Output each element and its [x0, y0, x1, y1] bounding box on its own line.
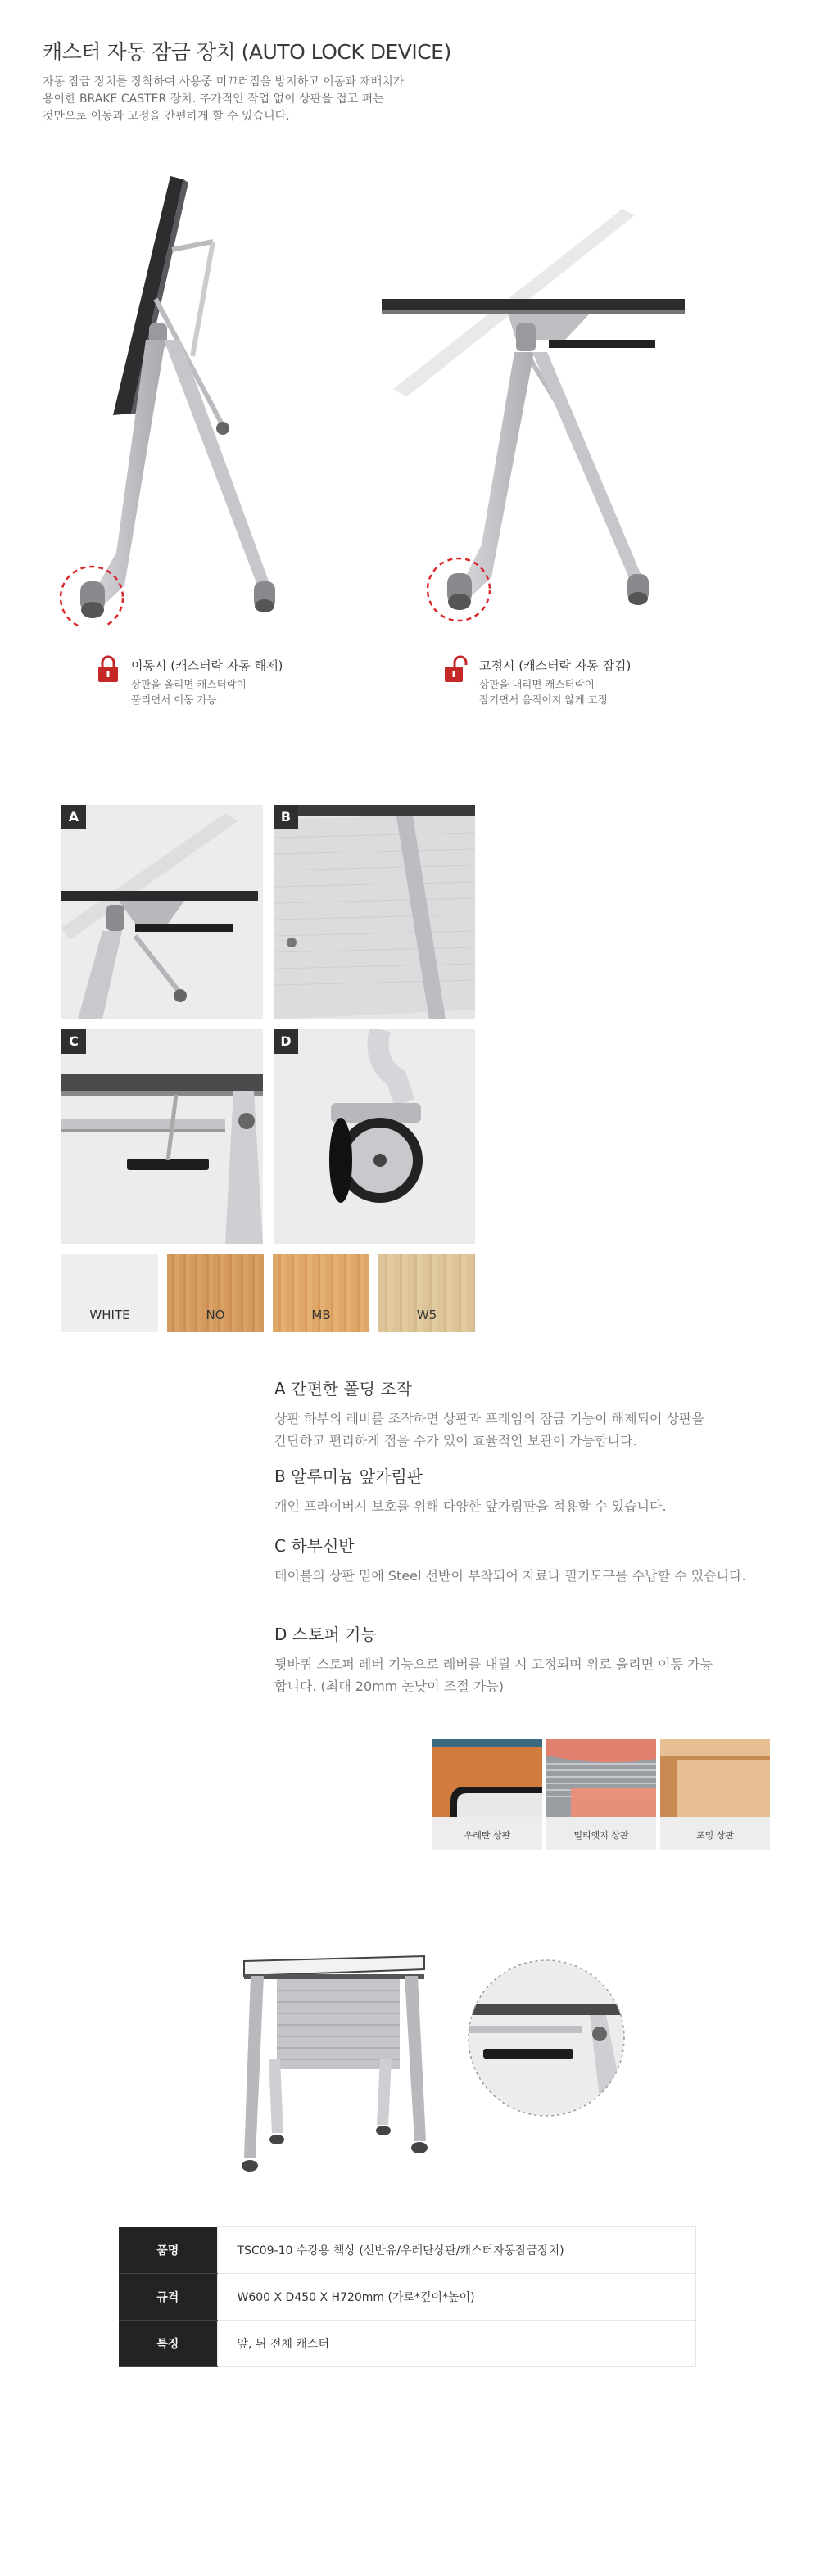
intro-text: [43, 74, 428, 125]
top-type-label: 우레탄 상판: [464, 1830, 511, 1841]
folded-table-image: [49, 168, 344, 626]
detail-photo-c: [61, 1029, 263, 1244]
swatch-label: NO: [206, 1308, 225, 1322]
unlocked-icon: [97, 655, 120, 683]
section-title: 캐스터 자동 잠금 장치 (AUTO LOCK DEVICE): [43, 40, 451, 64]
product-table-image: [220, 1937, 441, 2190]
desc-line: 상판을 올리면 캐스터락이: [131, 678, 247, 690]
color-swatch-no: [167, 1254, 264, 1332]
top-type-foaming: [660, 1739, 770, 1850]
top-type-urethane: [432, 1739, 542, 1850]
spec-key: 특징: [119, 2321, 217, 2367]
desc-line: 개인 프라이버시 보호를 위해 다양한 앞가림판을 적용할 수 있습니다.: [274, 1498, 667, 1514]
desc-line: 상판 하부의 레버를 조작하면 상판과 프레임의 잠금 기능이 해제되어 상판을: [274, 1411, 704, 1426]
spec-value: W600 X D450 X H720mm (가로*깊이*높이): [217, 2274, 696, 2321]
feature-desc: [274, 1565, 770, 1587]
detail-photo-b: [274, 805, 475, 1019]
desc-line: 잠기면서 움직이지 않게 고정: [479, 694, 608, 706]
lock-state-title: 이동시 (캐스터락 자동 해제): [131, 658, 283, 673]
photo-badge: D: [274, 1029, 298, 1054]
intro-line: 것만으로 이동과 고정을 간편하게 할 수 있습니다.: [43, 110, 290, 123]
shelf-detail-circle-image: [467, 1959, 627, 2118]
intro-line: 자동 잠금 장치를 장착하여 사용중 미끄러짐을 방지하고 이동과 재배치가: [43, 75, 405, 88]
photo-badge: B: [274, 805, 298, 829]
spec-row: [119, 2274, 696, 2321]
desc-line: 간단하고 편리하게 접을 수가 있어 효율적인 보관이 가능합니다.: [274, 1433, 637, 1448]
swatch-label: WHITE: [89, 1308, 130, 1322]
color-swatch-mb: [273, 1254, 369, 1332]
swatch-label: MB: [311, 1308, 331, 1322]
multiedge-top-image: [546, 1739, 656, 1817]
spec-row: [119, 2321, 696, 2367]
lock-state-title: 고정시 (캐스터락 자동 잠김): [479, 658, 632, 673]
lock-state-fixed: [445, 655, 690, 712]
locked-icon: [445, 655, 468, 683]
lock-state-desc: [479, 676, 608, 707]
lower-shelf-image: [61, 1029, 263, 1244]
stopper-caster-image: [274, 1029, 475, 1244]
spec-value: TSC09-10 수강용 책상 (선반유/우레탄상판/캐스터자동잠금장치): [217, 2227, 696, 2274]
feature-b: [274, 1463, 770, 1517]
folding-mechanism-image: [61, 805, 263, 1019]
photo-badge: C: [61, 1029, 86, 1054]
feature-d: [274, 1621, 770, 1697]
foaming-top-image: [660, 1739, 770, 1817]
spec-row: [119, 2227, 696, 2274]
feature-desc: [274, 1408, 770, 1452]
spec-key: 규격: [119, 2274, 217, 2321]
modesty-panel-image: [274, 805, 475, 1019]
desc-line: 풀리면서 이동 가능: [131, 694, 217, 706]
spec-key: 품명: [119, 2227, 217, 2274]
desc-line: 상판을 내리면 캐스터락이: [479, 678, 595, 690]
feature-title: C 하부선반: [274, 1536, 355, 1556]
top-type-label: 포밍 상판: [695, 1830, 734, 1841]
detail-photo-a: [61, 805, 263, 1019]
feature-a: [274, 1376, 770, 1452]
desc-line: 합니다. (최대 20mm 높낮이 조절 가능): [274, 1679, 505, 1694]
feature-title: A 간편한 폴딩 조작: [274, 1379, 412, 1399]
feature-title: B 알루미늄 앞가림판: [274, 1467, 423, 1486]
feature-c: [274, 1533, 770, 1587]
spec-table: [119, 2226, 696, 2367]
unfolded-table-image: [377, 192, 704, 626]
feature-title: D 스토퍼 기능: [274, 1625, 377, 1644]
urethane-top-image: [432, 1739, 542, 1817]
feature-desc: [274, 1653, 770, 1697]
top-type-multiedge: [546, 1739, 656, 1850]
photo-badge: A: [61, 805, 86, 829]
intro-line: 용이한 BRAKE CASTER 장치. 추가적인 작업 없이 상판을 접고 펴는: [43, 93, 384, 106]
swatch-label: W5: [416, 1308, 437, 1322]
lock-state-moving: [97, 655, 342, 712]
desc-line: 뒷바퀴 스토퍼 레버 기능으로 레버를 내릴 시 고정되며 위로 올리면 이동 가능: [274, 1656, 713, 1672]
top-type-label: 멀티엣지 상판: [573, 1830, 629, 1841]
lock-state-desc: [131, 676, 247, 707]
feature-desc: [274, 1495, 770, 1517]
desc-line: 테이블의 상판 밑에 Steel 선반이 부착되어 자료나 필기도구를 수납할 수 있습니다.: [274, 1568, 746, 1584]
spec-value: 앞, 뒤 전체 캐스터: [217, 2321, 696, 2367]
color-swatch-w5: [378, 1254, 475, 1332]
detail-photo-d: [274, 1029, 475, 1244]
color-swatch-white: [61, 1254, 158, 1332]
